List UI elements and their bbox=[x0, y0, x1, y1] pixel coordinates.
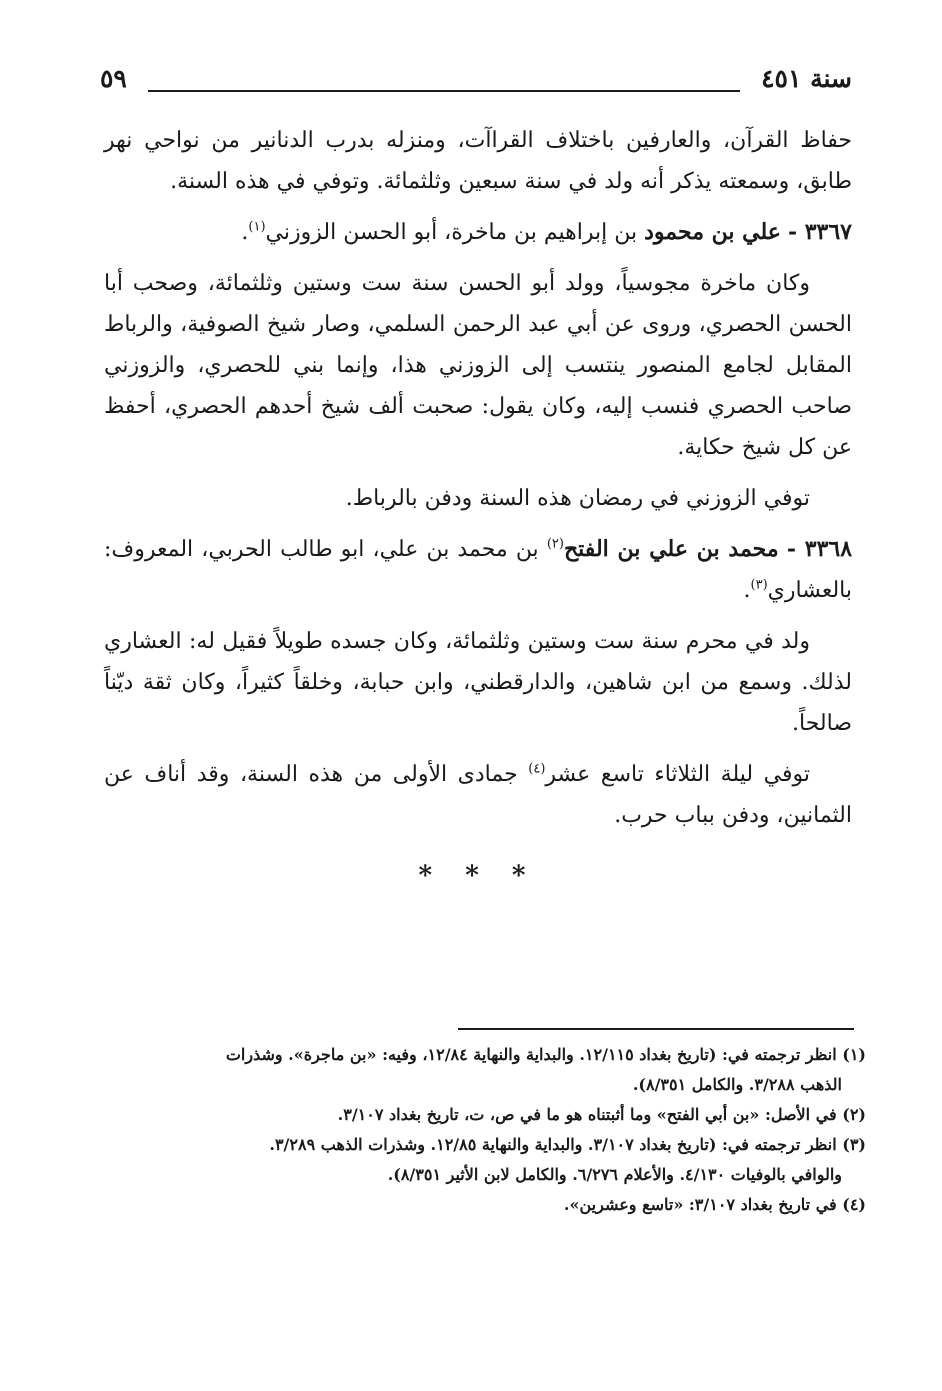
page-number: ٥٩ bbox=[100, 64, 127, 93]
footnote-ref[interactable]: (٤) bbox=[528, 761, 546, 777]
running-header bbox=[100, 64, 852, 104]
entry-end: . bbox=[241, 220, 249, 245]
section-separator: * * * bbox=[418, 861, 538, 891]
header-rule bbox=[148, 90, 740, 92]
footnote-text: (١) انظر ترجمته في: (تاريخ بغداد ١٢/١١٥. والبداية والنهاية ١٢/٨٤، وفيه: «بن ماجرة». وشذرات bbox=[225, 1045, 866, 1064]
footnote-text: والوافي بالوفيات ٤/١٣٠. والأعلام ٦/٢٧٦. والكامل لابن الأثير ٨/٣٥١). bbox=[387, 1165, 842, 1184]
footnote-3 bbox=[104, 1130, 866, 1190]
main-text bbox=[104, 120, 852, 897]
paragraph bbox=[104, 754, 852, 836]
footnote-2: (٢) في الأصل: «بن أبي الفتح» وما أثبتناه هو ما في ص، ت، تاريخ بغداد ٣/١٠٧. bbox=[337, 1105, 866, 1124]
footnotes bbox=[104, 1040, 866, 1220]
footnote-ref[interactable]: (٢) bbox=[546, 536, 564, 552]
footnote-ref[interactable]: (٣) bbox=[750, 577, 768, 593]
paragraph-continued: حفاظ القرآن، والعارفين باختلاف القراآت، ومنزله بدرب الدنانير من نواحي نهر طابق، وسمعته يذكر أنه ولد في سنة سبعين وثلثمائة. وتوفي في هذه السنة. bbox=[104, 128, 852, 194]
entry-name: محمد بن علي بن الفتح bbox=[563, 536, 779, 562]
footnote-text: (٣) انظر ترجمته في: (تاريخ بغداد ٣/١٠٧. والبداية والنهاية ١٢/٨٥. وشذرات الذهب ٣/٢٨٩. bbox=[269, 1135, 866, 1154]
entry-name: علي بن محمود bbox=[644, 219, 781, 245]
entry-number: ٣٣٦٧ - bbox=[787, 219, 852, 245]
entry-lineage: بن إبراهيم بن ماخرة، أبو الحسن الزوزني bbox=[265, 220, 638, 245]
entry-lineage: بن محمد بن علي، ابو طالب الحربي، المعروف: بالعشاري bbox=[104, 537, 852, 603]
entry-end: . bbox=[743, 578, 751, 603]
entry-3367 bbox=[104, 212, 852, 253]
entry-3368 bbox=[104, 529, 852, 611]
paragraph-text: جمادى الأولى من هذه السنة، وقد أناف عن الثمانين، ودفن بباب حرب. bbox=[104, 762, 852, 828]
running-title: سنة ٤٥١ bbox=[761, 64, 852, 93]
paragraph-text: توفي ليلة الثلاثاء تاسع عشر bbox=[545, 762, 810, 787]
paragraph: وكان ماخرة مجوسياً، وولد أبو الحسن سنة ست وستين وثلثمائة، وصحب أبا الحسن الحصري، وروى عن أبي عبد الرحمن السلمي، وصار شيخ الصوفية، والرباط المقابل لجامع المنصور ينتسب إلى الزوزني هذا، وإنما بني للحصري، والزوزني صاحب الحصري فنسب إليه، وكان يقول: صحبت ألف شيخ أحدهم الحصري، أحفظ عن كل شيخ حكاية. bbox=[104, 271, 852, 460]
footnote-4: (٤) في تاريخ بغداد ٣/١٠٧: «تاسع وعشرين». bbox=[563, 1195, 866, 1214]
paragraph: ولد في محرم سنة ست وستين وثلثمائة، وكان جسده طويلاً فقيل له: العشاري لذلك. وسمع من ابن شاهين، والدارقطني، وابن حبابة، وخلقاً كثيراً، وكان ثقة ديّناً صالحاً. bbox=[104, 629, 852, 736]
footnote-1 bbox=[104, 1040, 866, 1100]
footnote-text: الذهب ٣/٢٨٨. والكامل ٨/٣٥١). bbox=[632, 1075, 842, 1094]
footnote-rule bbox=[458, 1028, 854, 1030]
footnote-ref[interactable]: (١) bbox=[248, 219, 266, 235]
entry-number: ٣٣٦٨ - bbox=[786, 536, 853, 562]
paragraph: توفي الزوزني في رمضان هذه السنة ودفن بالرباط. bbox=[345, 486, 810, 511]
